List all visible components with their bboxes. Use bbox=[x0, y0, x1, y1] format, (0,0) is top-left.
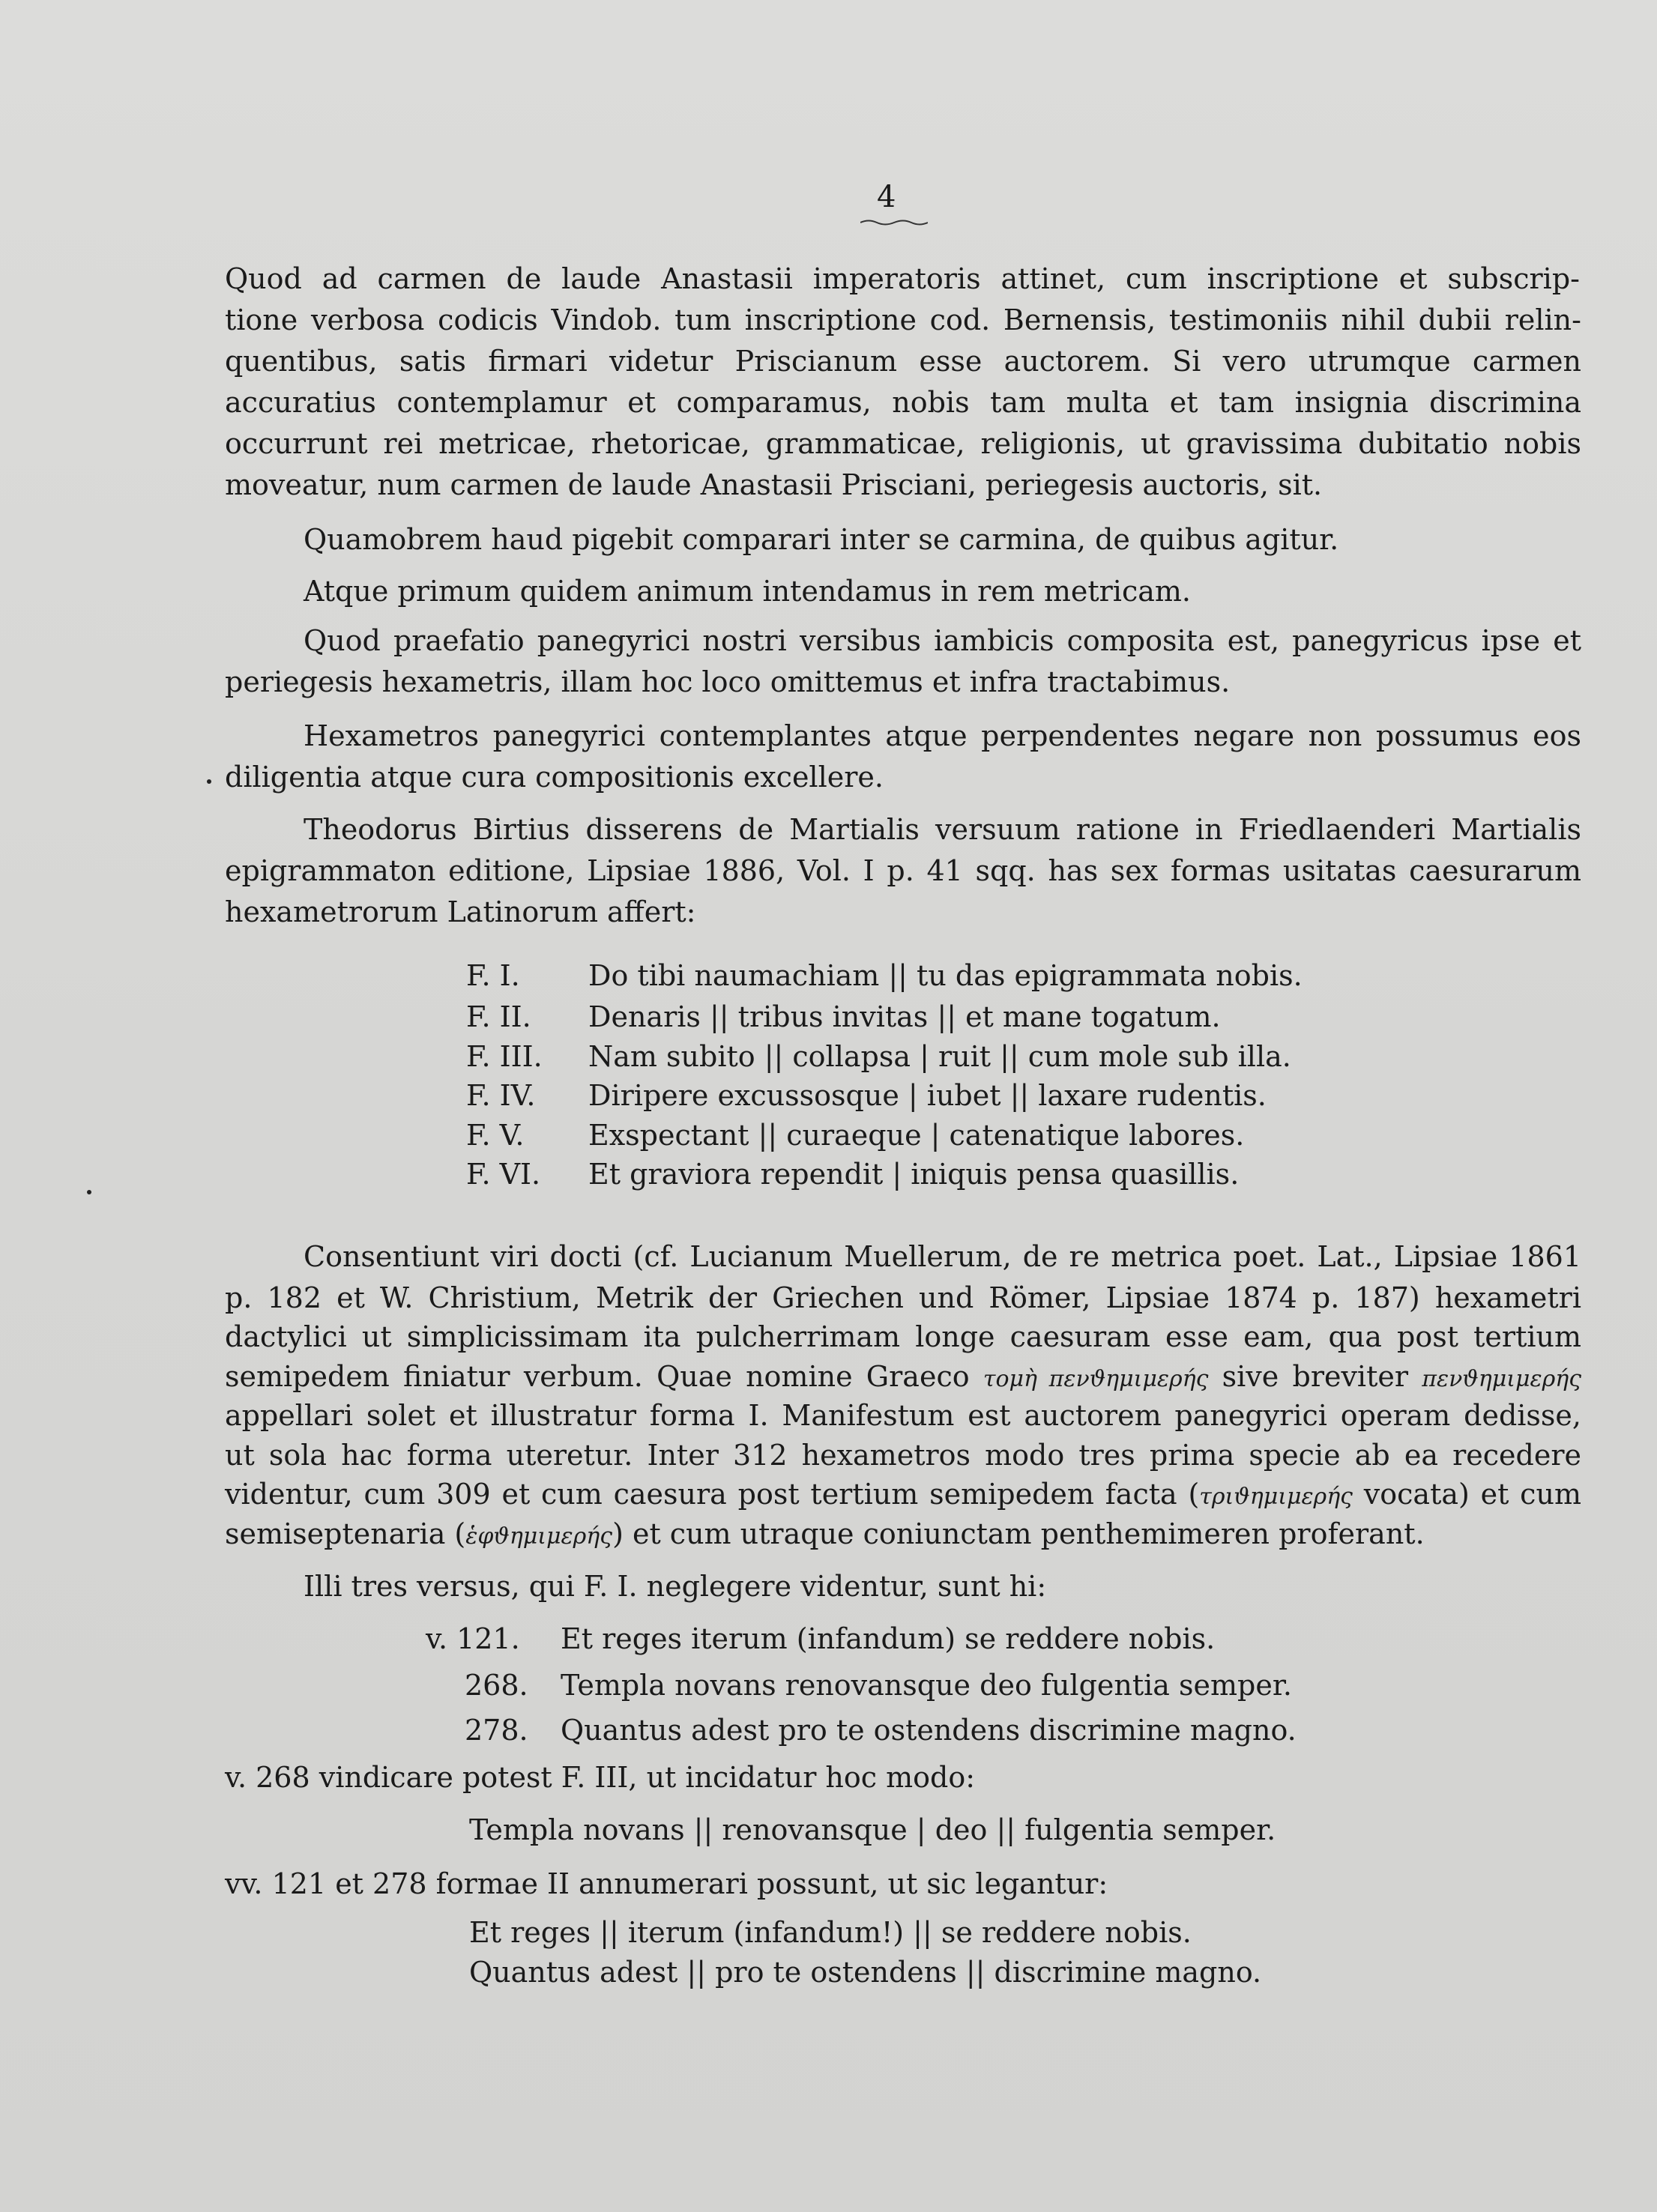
text-line: Consentiunt viri docti (cf. Lucianum Muellerum, de re metrica poet. Lat., Lipsiae 1861 bbox=[304, 1240, 1581, 1273]
form-verse: Denaris || tribus invitas || et mane togatum. bbox=[588, 1000, 1221, 1033]
text-line bbox=[225, 1474, 1581, 1514]
text-segment: vocata) et cum bbox=[1363, 1478, 1581, 1511]
text-segment: semipedem finiatur verbum. Quae nomine Graeco bbox=[225, 1360, 970, 1393]
text-line: diligentia atque cura compositionis excellere. bbox=[225, 761, 884, 794]
form-verse: Et graviora rependit | iniquis pensa quasillis. bbox=[588, 1158, 1240, 1191]
final-verse: Et reges || iterum (infandum!) || se reddere nobis. bbox=[469, 1916, 1192, 1949]
page-number-ornament bbox=[860, 219, 928, 226]
text-line bbox=[225, 1514, 1581, 1554]
verse-268-split: Templa novans || renovansque | deo || fulgentia semper. bbox=[469, 1813, 1276, 1846]
text-line: appellari solet et illustratur forma I. Manifestum est auctorem panegyrici operam dedisse, bbox=[225, 1399, 1581, 1432]
form-label: F. I. bbox=[466, 959, 520, 992]
text-segment: ) et cum utraque coniunctam penthemimeren proferant. bbox=[612, 1517, 1425, 1550]
margin-dot bbox=[207, 779, 211, 784]
text-line: Theodorus Birtius disserens de Martialis versuum ratione in Friedlaenderi Martialis bbox=[304, 813, 1581, 846]
form-label: F. III. bbox=[466, 1040, 543, 1073]
final-verse: Quantus adest || pro te ostendens || discrimine magno. bbox=[469, 1956, 1262, 1989]
text-line: p. 182 et W. Christium, Metrik der Griechen und Römer, Lipsiae 1874 p. 187) hexametri bbox=[225, 1281, 1581, 1314]
form-label: F. IV. bbox=[466, 1079, 536, 1112]
text-line: hexametrorum Latinorum affert: bbox=[225, 895, 696, 928]
text-line: dactylici ut simplicissimam ita pulcherrimam longe caesuram esse eam, qua post tertium bbox=[225, 1320, 1581, 1353]
text-line: periegesis hexametris, illam hoc loco omittemus et infra tractabimus. bbox=[225, 665, 1231, 698]
greek-term: ἑφϑημιμερής bbox=[465, 1523, 613, 1550]
verse-text: Templa novans renovansque deo fulgentia semper. bbox=[561, 1669, 1292, 1702]
greek-term: πενϑημιμερής bbox=[1422, 1366, 1581, 1392]
verse-label: v. 121. bbox=[426, 1622, 520, 1655]
paragraph-3: Atque primum quidem animum intendamus in rem metricam. bbox=[304, 575, 1192, 608]
paragraph-8: Illi tres versus, qui F. I. neglegere videntur, sunt hi: bbox=[304, 1570, 1047, 1603]
page-number: 4 bbox=[877, 180, 896, 214]
paragraph-10: vv. 121 et 278 formae II annumerari possunt, ut sic legantur: bbox=[225, 1867, 1108, 1900]
text-line: epigrammaton editione, Lipsiae 1886, Vol. I p. 41 sqq. has sex formas usitatas caesurarum bbox=[225, 854, 1581, 887]
text-line: tione verbosa codicis Vindob. tum inscriptione cod. Bernensis, testimoniis nihil dubii relin- bbox=[225, 303, 1581, 336]
form-label: F. VI. bbox=[466, 1158, 541, 1191]
text-line: quentibus, satis firmari videtur Priscianum esse auctorem. Si vero utrumque carmen bbox=[225, 345, 1581, 378]
text-line: moveatur, num carmen de laude Anastasii Prisciani, periegesis auctoris, sit. bbox=[225, 468, 1323, 501]
text-segment: sive breviter bbox=[1222, 1360, 1409, 1393]
form-label: F. V. bbox=[466, 1119, 525, 1152]
verse-text: Et reges iterum (infandum) se reddere nobis. bbox=[561, 1622, 1216, 1655]
paragraph-2: Quamobrem haud pigebit comparari inter se carmina, de quibus agitur. bbox=[304, 523, 1339, 556]
text-line: accuratius contemplamur et comparamus, nobis tam multa et tam insignia discrimina bbox=[225, 386, 1581, 419]
text-line: Quod praefatio panegyrici nostri versibus iambicis composita est, panegyricus ipse et bbox=[304, 624, 1581, 657]
greek-term: τομὴ πενϑημιμερής bbox=[983, 1366, 1209, 1392]
text-line: ut sola hac forma uteretur. Inter 312 hexametros modo tres prima specie ab ea recedere bbox=[225, 1439, 1581, 1472]
text-line bbox=[225, 1356, 1581, 1397]
form-verse: Nam subito || collapsa | ruit || cum mole sub illa. bbox=[588, 1040, 1291, 1073]
text-line: occurrunt rei metricae, rhetoricae, grammaticae, religionis, ut gravissima dubitatio nobis bbox=[225, 427, 1581, 460]
greek-term: τριϑημιμερής bbox=[1199, 1484, 1353, 1510]
text-segment: semiseptenaria ( bbox=[225, 1517, 466, 1550]
text-line: Quod ad carmen de laude Anastasii imperatoris attinet, cum inscriptione et subscrip- bbox=[225, 262, 1580, 295]
margin-dot bbox=[87, 1190, 91, 1194]
verse-label: 278. bbox=[465, 1714, 528, 1747]
text-line: Hexametros panegyrici contemplantes atque perpendentes negare non possumus eos bbox=[304, 719, 1581, 752]
verse-label: 268. bbox=[465, 1669, 528, 1702]
form-verse: Exspectant || curaeque | catenatique labores. bbox=[588, 1119, 1245, 1152]
form-verse: Do tibi naumachiam || tu das epigrammata nobis. bbox=[588, 959, 1303, 992]
form-label: F. II. bbox=[466, 1000, 531, 1033]
text-segment: videntur, cum 309 et cum caesura post tertium semipedem facta ( bbox=[225, 1478, 1200, 1511]
form-verse: Diripere excussosque | iubet || laxare rudentis. bbox=[588, 1079, 1267, 1112]
verse-text: Quantus adest pro te ostendens discrimine magno. bbox=[561, 1714, 1297, 1747]
paragraph-9: v. 268 vindicare potest F. III, ut incidatur hoc modo: bbox=[225, 1761, 976, 1794]
